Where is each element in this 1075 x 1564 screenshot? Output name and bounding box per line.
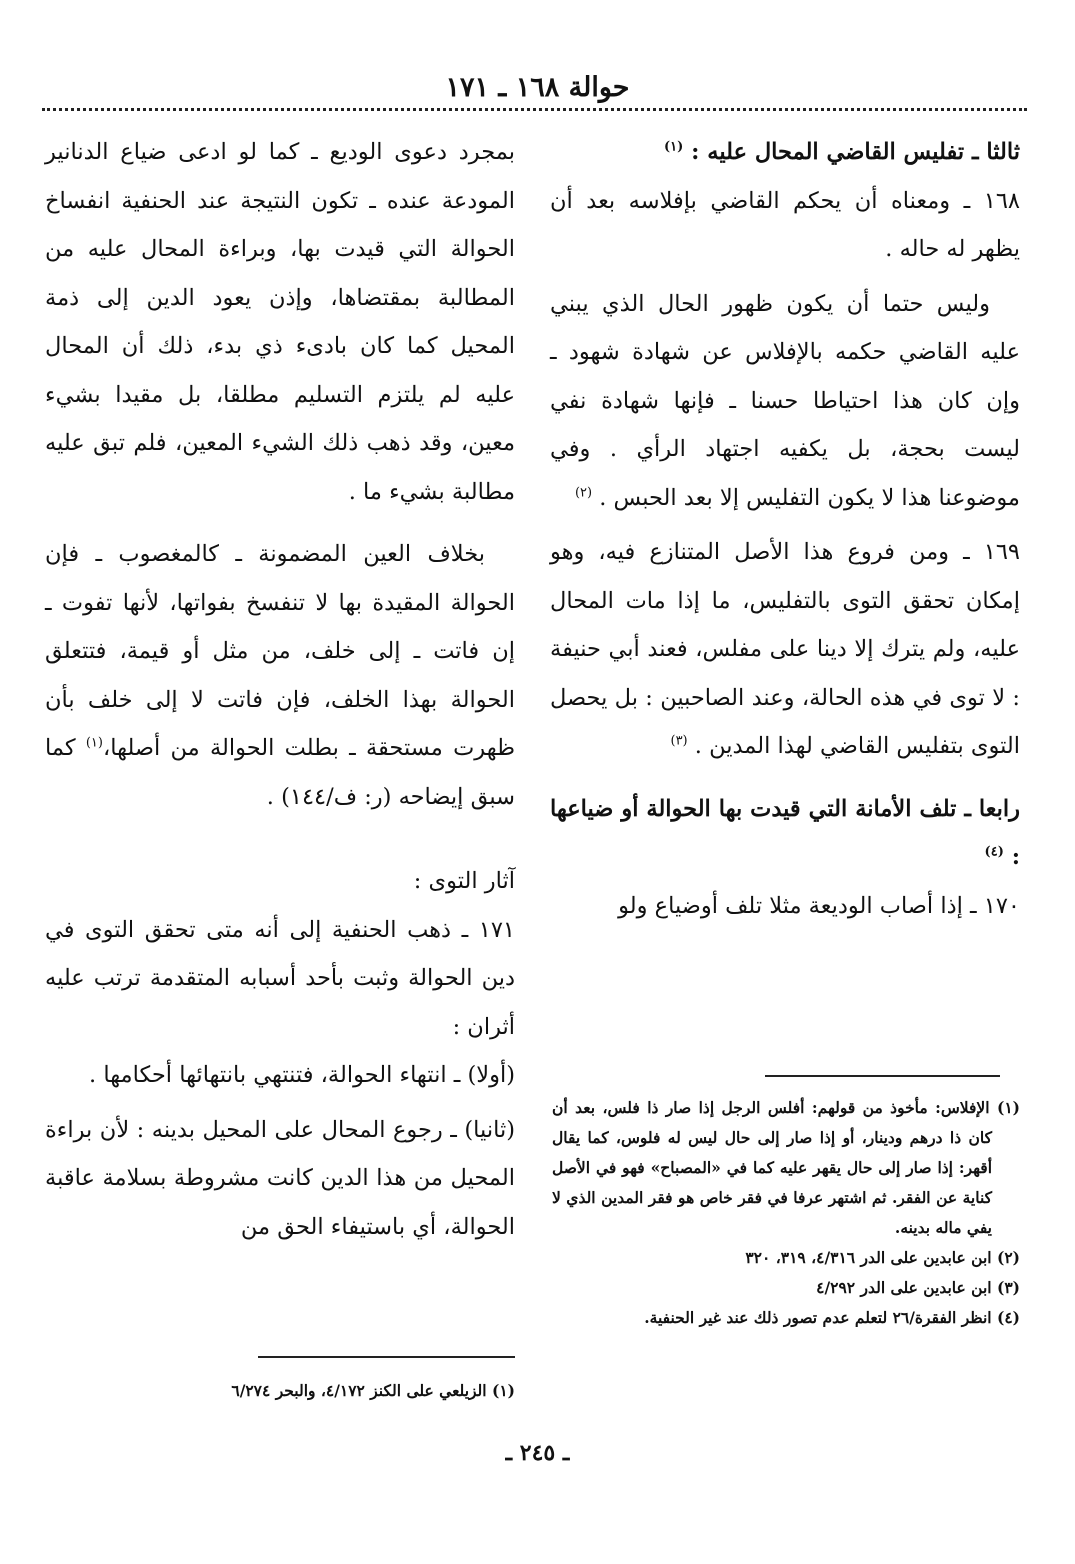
footnote-rule-right — [765, 1075, 1000, 1077]
paragraph-171: ١٧١ ـ ذهب الحنفية إلى أنه متى تحقق التوى في دين الحوالة وثبت بأحد أسبابه المتقدمة ترتب عليه أثران : — [45, 916, 515, 1040]
footnote-4: (٤) انظر الفقرة/٢٦ لتعلم عدم تصور ذلك عند غير الحنفية. — [644, 1308, 1020, 1327]
footnote-3: (٣) ابن عابدين على الدر ٤/٢٩٢ — [816, 1278, 1020, 1297]
footnote-rule-left — [258, 1356, 515, 1358]
running-header: حوالة ١٦٨ ـ ١٧١ — [445, 72, 630, 103]
paragraph-170: ١٧٠ ـ إذا أصاب الوديعة مثلا تلف أوضياع ولو — [618, 892, 1020, 919]
paragraph-second-effect: (ثانيا) ـ رجوع المحال على المحيل بدينه : لأن براءة المحيل من هذا الدين كانت مشروطة بسلامة عاقبة الحوالة، أي باستيفاء الحق من — [45, 1116, 515, 1240]
paragraph-first-effect: (أولا) ـ انتهاء الحوالة، فتنتهي بانتهائها أحكامها . — [89, 1062, 515, 1088]
paragraph-169: ١٦٩ ـ ومن فروع هذا الأصل المتنازع فيه، وهو إمكان تحقق التوى بالتفليس، ما إذا مات المحال عليه، ولم يترك إلا دينا على مفلس، فعند أبي حنيفة : لا توى في هذه الحالة، وعند الصاحبين : بل يحصل التوى بتفليس القاضي لهذا المدين . $^{(٣)}$ — [550, 539, 1020, 759]
paragraph-170-cont: بمجرد دعوى الوديع ـ كما لو ادعى ضياع الدنانير المودعة عنده ـ تكون النتيجة عند الحنفية انفساخ الحوالة التي قيدت بها، وبراءة المحال عليه من المطالبة بمقتضاها، وإذن يعود الدين إلى ذمة المحيل كما كان بادىء ذي بدء، ذلك أن المحال عليه لم يلتزم التسليم مطلقا، بل مقيدا بشيء معين، وقد ذهب ذلك الشيء المعين، فلم تبق عليه مطالبة بشيء ما . — [45, 139, 515, 505]
section-heading-third: ثالثا ـ تفليس القاضي المحال عليه : $^{(١)}$ — [664, 139, 1020, 165]
footnote-1: (١) الإفلاس: مأخوذ من قولهم: أفلس الرجل إذا صار ذا فلس، بعد أن كان ذا درهم ودينار، أو إذا صار إلى حال ليس له فلوس، كما يقال أقهر: إذا صار إلى حال يقهر عليه كما في «المصباح» فهو في الأصل كناية عن الفقر. ثم اشتهر عرفا في فقر خاص هو فقر المدين الذي لا يفي ماله بدينه. — [552, 1098, 1020, 1237]
footnote-ref: (٤) — [984, 844, 1004, 860]
paragraph-168: ١٦٨ ـ ومعناه أن يحكم القاضي بإفلاسه بعد أن يظهر له حاله . — [550, 187, 1020, 262]
footnote-ref: (٢) — [574, 485, 593, 500]
paragraph-168-cont: وليس حتما أن يكون ظهور الحال الذي يبني عليه القاضي حكمه بالإفلاس عن شهادة شهود ـ وإن كان هذا احتياطا حسنا ـ فإنها شهادة نفي ليست بحجة، بل يكفيه اجتهاد الرأي . وفي موضوعنا هذا لا يكون التفليس إلا بعد الحبس . $^{(٢)}$ — [550, 290, 1020, 511]
footnote-left-1: (١) الزيلعي على الكنز ٤/١٧٢، والبحر ٦/٢٧٤ — [231, 1381, 515, 1400]
footnote-ref: (١) — [664, 139, 684, 155]
right-column — [550, 128, 1020, 930]
section-heading-effects: آثار التوى : — [413, 868, 515, 894]
paragraph-guaranteed-item: بخلاف العين المضمونة ـ كالمغصوب ـ فإن الحوالة المقيدة بها لا تنفسخ بفواتها، لأنها تفوت ـ إن فاتت ـ إلى خلف، من مثل أو قيمة، فتتعلق الحوالة بهذا الخلف، فإن فاتت لا إلى خلف بأن ظهرت مستحقة ـ بطلت الحوالة من أصلها،$^{(١)}$ كما سبق إيضاحه (ر: ف/١٤٤) . — [45, 541, 515, 810]
header-dotted-rule — [42, 108, 1027, 111]
footnotes-left — [45, 1376, 515, 1406]
footnotes-right — [552, 1093, 1020, 1333]
footnote-ref: (٣) — [670, 733, 688, 749]
footnote-ref: (١) — [85, 735, 103, 751]
left-column — [45, 128, 515, 1251]
section-heading-fourth: رابعا ـ تلف الأمانة التي قيدت بها الحوالة أو ضياعها : $^{(٤)}$ — [550, 795, 1020, 870]
page-number: ـ ٢٤٥ ـ — [505, 1440, 570, 1466]
footnote-2: (٢) ابن عابدين على الدر ٤/٣١٦، ٣١٩، ٣٢٠ — [745, 1248, 1020, 1267]
